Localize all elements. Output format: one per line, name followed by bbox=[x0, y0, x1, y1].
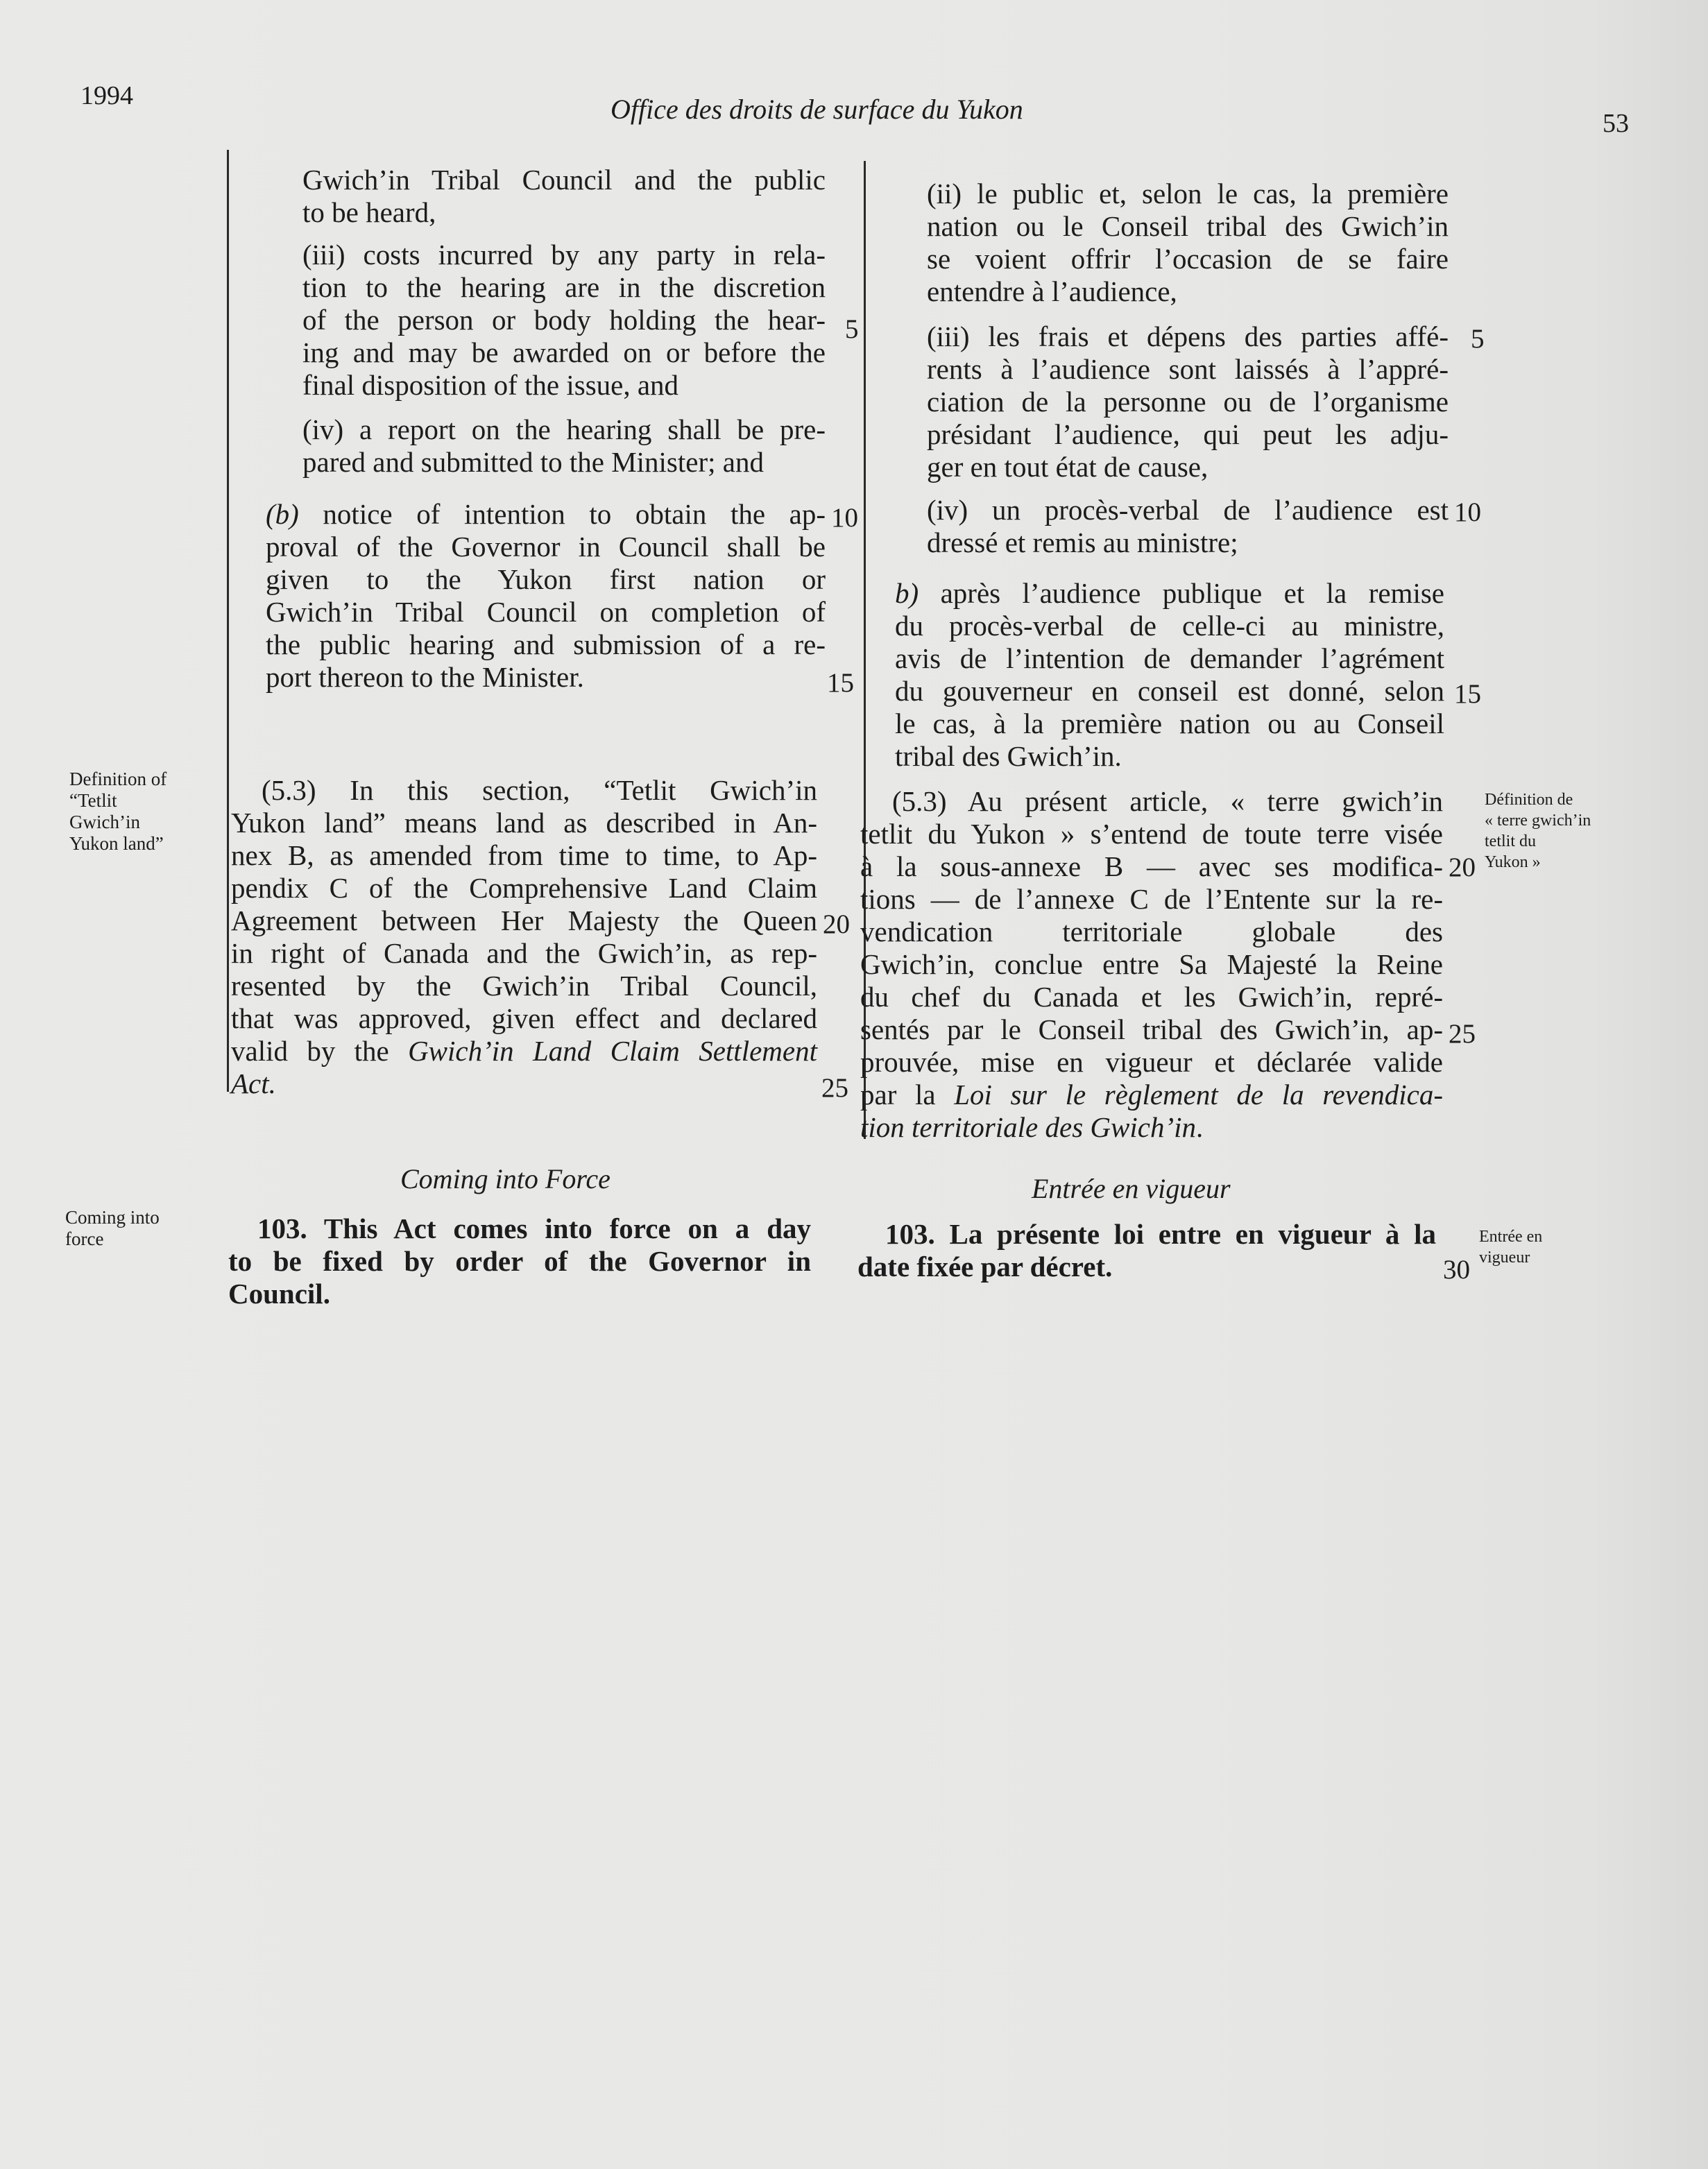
line-number: 10 bbox=[831, 503, 858, 533]
en-section-103: 103. This Act comes into force on a day to be fixed by order of the Governor in Council. bbox=[228, 1212, 811, 1310]
en-clause-iii: (iii) costs incurred by any party in rela- tion to the hearing are in the discretion of the person or body holding the hear- ing and may be awarded on or before the final disposition of the issue, and bbox=[302, 239, 826, 401]
en-subsection-5-3: (5.3) In this section, “Tetlit Gwich’in Yukon land” means land as described in An- nex B, as amended from time to time, to Ap- pendix C of the Comprehensive Land Claim Agreement between Her Majesty the Queen in right of Canada and the Gwich’in, as rep- resented by the Gwich’in Tribal Council, that was approved, given effect and declared valid by the Gwich’in Land Claim Settlement Act. bbox=[231, 774, 817, 1099]
fr-clause-iii: (iii) les frais et dépens des parties affé- rents à l’audience sont laissés à l’appré- ciation de la personne ou de l’organisme présidant l’audience, qui peut les adju- ger en tout état de cause, bbox=[927, 320, 1449, 483]
en-clause-iv: (iv) a report on the hearing shall be pre- pared and submitted to the Minister; and bbox=[302, 413, 826, 478]
line-number: 25 bbox=[821, 1073, 848, 1103]
line-number: 15 bbox=[1454, 679, 1481, 709]
line-number: 30 bbox=[1443, 1255, 1470, 1285]
en-heading-coming-into-force: Coming into Force bbox=[400, 1163, 610, 1194]
line-number: 10 bbox=[1454, 497, 1481, 527]
en-paragraph-b: (b) notice of intention to obtain the ap- proval of the Governor in Council shall be given to the Yukon first nation or Gwich’in Tribal Council on completion of the public hearing and submission of a re- port thereon to the Minister. bbox=[266, 498, 826, 693]
fr-clause-iv: (iv) un procès-verbal de l’audience est dressé et remis au ministre; bbox=[927, 494, 1449, 558]
margin-note-definition-en: Definition of “Tetlit Gwich’in Yukon land” bbox=[69, 769, 167, 854]
line-number: 15 bbox=[827, 668, 854, 698]
line-number: 5 bbox=[845, 314, 859, 344]
margin-note-coming-into-force: Coming into force bbox=[65, 1207, 160, 1249]
line-number: 20 bbox=[1449, 852, 1476, 882]
margin-note-definition-fr: Définition de « terre gwich’in tetlit du Yukon » bbox=[1485, 791, 1591, 871]
left-column-rule bbox=[227, 150, 229, 1092]
fr-section-103: 103. La présente loi entre en vigueur à la date fixée par décret. bbox=[857, 1218, 1436, 1283]
page-number: 53 bbox=[1603, 109, 1629, 138]
fr-clause-ii: (ii) le public et, selon le cas, la première nation ou le Conseil tribal des Gwich’in se voient offrir l’occasion de se faire entendre à l’audience, bbox=[927, 178, 1449, 307]
fr-heading-entree-en-vigueur: Entrée en vigueur bbox=[1032, 1173, 1231, 1204]
fr-subsection-5-3: (5.3) Au présent article, « terre gwich’in tetlit du Yukon » s’entend de toute terre visée à la sous-annexe B — avec ses modifica- tions — de l’annexe C de l’Entente sur la re- vendication territoriale globale des Gwich’in, conclue entre Sa Majesté la Reine du chef du Canada et les Gwich’in, repré- sentés par le Conseil tribal des Gwich’in, ap- prouvée, mise en vigueur et déclarée valide par la Loi sur le règlement de la revendica- tion territoriale des Gwich’in. bbox=[860, 785, 1443, 1143]
margin-note-entree-en-vigueur: Entrée en vigueur bbox=[1479, 1228, 1543, 1267]
header-year: 1994 bbox=[80, 81, 133, 110]
line-number: 5 bbox=[1471, 324, 1485, 354]
en-top-continuation: Gwich’in Tribal Council and the public to be heard, bbox=[302, 164, 826, 228]
line-number: 25 bbox=[1449, 1019, 1476, 1049]
line-number: 20 bbox=[823, 909, 850, 939]
header-title: Office des droits de surface du Yukon bbox=[610, 94, 1023, 125]
fr-paragraph-b: b) après l’audience publique et la remise du procès-verbal de celle-ci au ministre, avis de l’intention de demander l’agrément du gouverneur en conseil est donné, selon le cas, à la première nation ou au Conseil tribal des Gwich’in. bbox=[895, 577, 1444, 772]
